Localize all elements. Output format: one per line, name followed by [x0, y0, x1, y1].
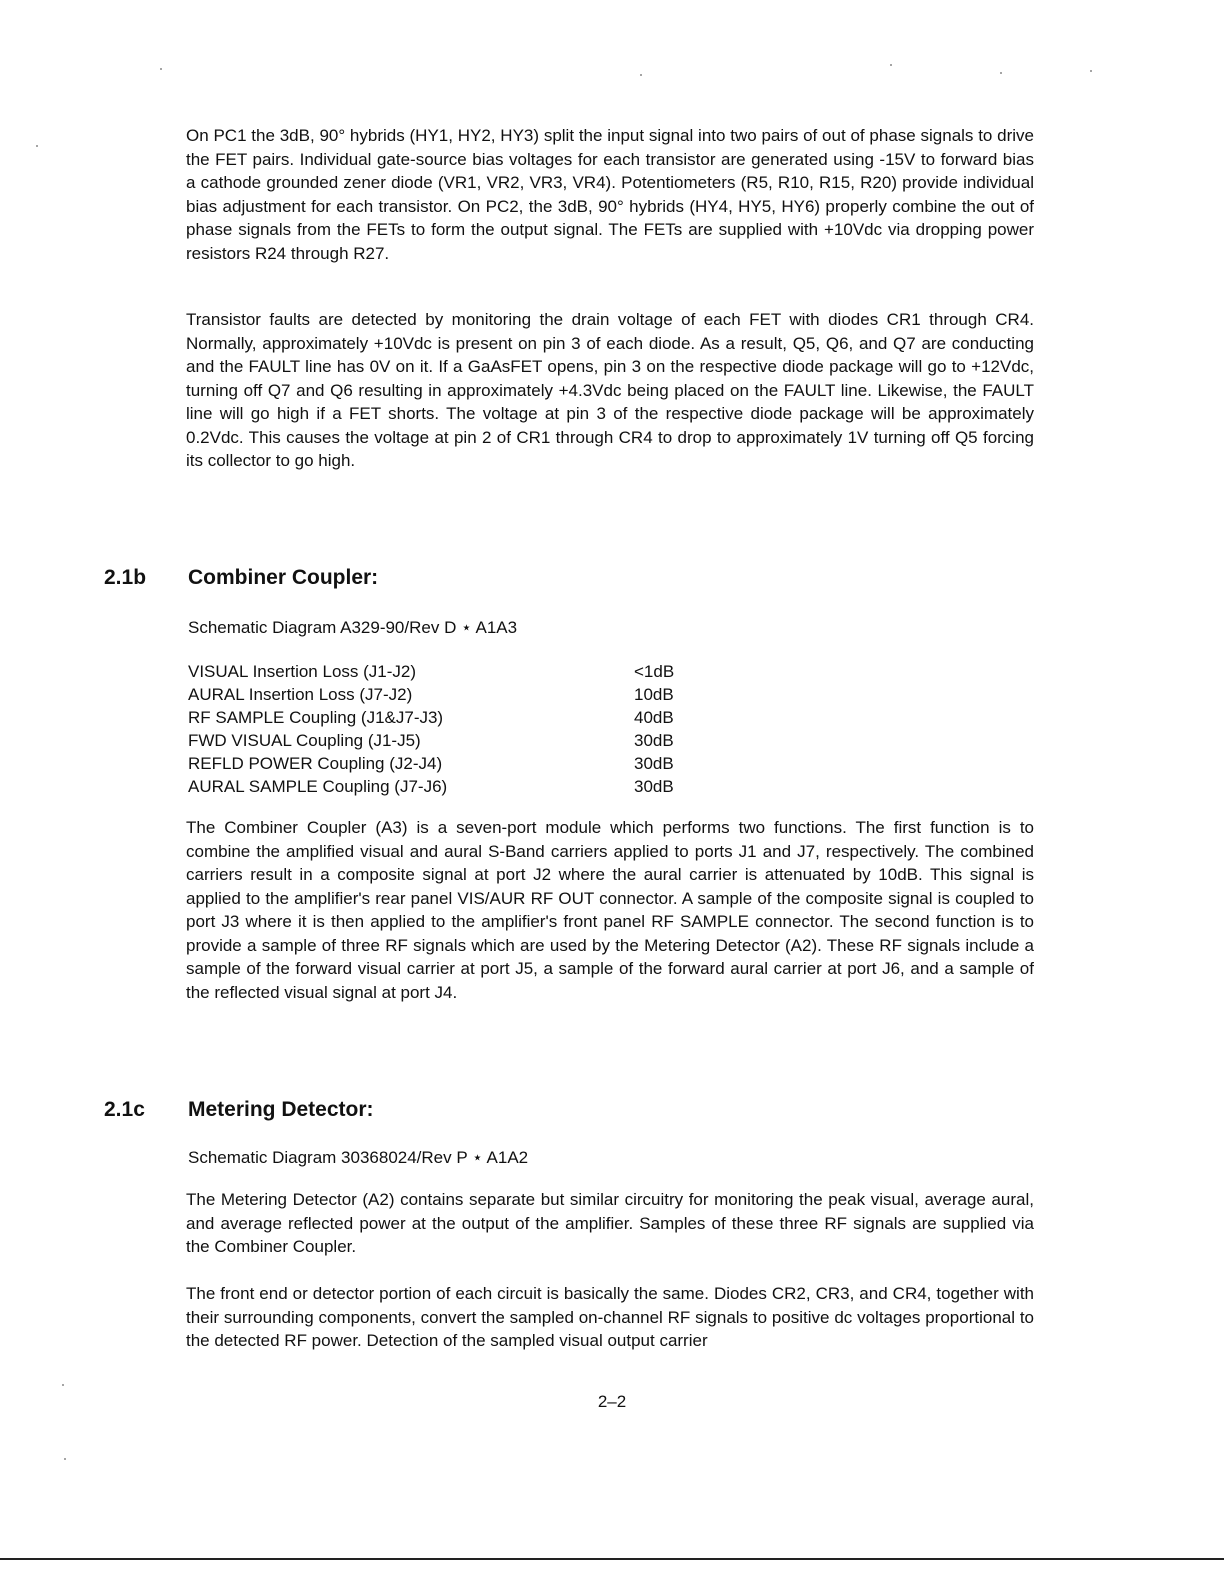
intro-paragraph-1: On PC1 the 3dB, 90° hybrids (HY1, HY2, HY3) split the input signal into two pairs of out of phase signals to drive the FET pairs. Individual gate-source bias voltages for each transistor are generated using -15V to forward bias a cathode grounded zener diode (VR1, VR2, VR3, VR4). Potentiometers (R5, R10, R15, R20) provide individual bias adjustment for each transistor. On PC2, the 3dB, 90° hybrids (HY4, HY5, HY6) properly combine the out of phase signals from the FETs to form the output signal. The FETs are supplied with +10Vdc via dropping power resistors R24 through R27. [186, 126, 1034, 263]
spec-name: AURAL Insertion Loss (J7-J2) [188, 685, 413, 704]
spec-name: FWD VISUAL Coupling (J1-J5) [188, 731, 421, 750]
spec-table [188, 660, 714, 798]
scan-speck [64, 1458, 66, 1460]
spec-row [188, 683, 714, 706]
spec-name: REFLD POWER Coupling (J2-J4) [188, 754, 443, 773]
intro-paragraph-2: Transistor faults are detected by monitoring the drain voltage of each FET with diodes CR1 through CR4. Normally, approximately +10Vdc is present on pin 3 of each diode. As a result, Q5, Q6, and Q7 are conducting and the FAULT line has 0V on it. If a GaAsFET opens, pin 3 on the respective diode package will go to +12Vdc, turning off Q7 and Q6 resulting in approximately +4.3Vdc being placed on the FAULT line. Likewise, the FAULT line will go high if a FET shorts. The voltage at pin 3 of the respective diode package will be approximately 0.2Vdc. This causes the voltage at pin 2 of CR1 through CR4 to drop to approximately 1V turning off Q5 forcing its collector to go high. [186, 310, 1034, 470]
spec-row [188, 752, 714, 775]
section-title: Combiner Coupler: [188, 566, 379, 589]
spec-value: 30dB [634, 731, 674, 750]
spec-value: 10dB [634, 685, 674, 704]
combiner-paragraph: The Combiner Coupler (A3) is a seven-port module which performs two functions. The first function is to combine the amplified visual and aural S-Band carriers applied to ports J1 and J7, respectively. The combined carriers result in a composite signal at port J2 where the aural carrier is attenuated by 10dB. This signal is applied to the amplifier's rear panel VIS/AUR RF OUT connector. A sample of the composite signal is coupled to port J3 where it is then applied to the amplifier's front panel RF SAMPLE connector. The second function is to provide a sample of three RF signals which are used by the Metering Detector (A2). These RF signals include a sample of the forward visual carrier at port J5, a sample of the forward aural carrier at port J6, and a sample of the reflected visual signal at port J4. [186, 818, 1034, 1002]
bottom-rule [0, 1558, 1224, 1560]
spec-name: VISUAL Insertion Loss (J1-J2) [188, 662, 417, 681]
spec-row [188, 729, 714, 752]
spec-row [188, 775, 714, 798]
spec-value: <1dB [634, 662, 675, 681]
metering-paragraph-2: The front end or detector portion of each circuit is basically the same. Diodes CR2, CR3, and CR4, together with their surrounding components, convert the sampled on-channel RF signals to positive dc voltages proportional to the detected RF power. Detection of the sampled visual output carrier [186, 1284, 1034, 1350]
schematic-reference: Schematic Diagram A329-90/Rev D ⋆ A1A3 [188, 618, 518, 637]
section-number: 2.1c [104, 1098, 145, 1121]
scan-speck [160, 68, 162, 70]
scan-speck [890, 64, 892, 66]
spec-value: 30dB [634, 754, 674, 773]
spec-name: AURAL SAMPLE Coupling (J7-J6) [188, 777, 448, 796]
spec-row [188, 660, 714, 683]
section-heading-combiner-coupler [104, 566, 378, 590]
spec-value: 30dB [634, 777, 674, 796]
page-number: 2–2 [597, 1392, 627, 1411]
spec-value: 40dB [634, 708, 674, 727]
scan-speck [640, 74, 642, 76]
section-number: 2.1b [104, 566, 147, 589]
scan-speck [1090, 70, 1092, 72]
scan-speck [36, 145, 38, 147]
scan-speck [1000, 72, 1002, 74]
spec-name: RF SAMPLE Coupling (J1&J7-J3) [188, 708, 444, 727]
section-heading-metering-detector [104, 1098, 374, 1122]
section-title: Metering Detector: [188, 1098, 374, 1121]
scan-speck [62, 1384, 64, 1386]
metering-paragraph-1: The Metering Detector (A2) contains separate but similar circuitry for monitoring the peak visual, average aural, and average reflected power at the output of the amplifier. Samples of these three RF signals are supplied via the Combiner Coupler. [186, 1190, 1034, 1256]
spec-row [188, 706, 714, 729]
schematic-reference: Schematic Diagram 30368024/Rev P ⋆ A1A2 [188, 1148, 529, 1167]
